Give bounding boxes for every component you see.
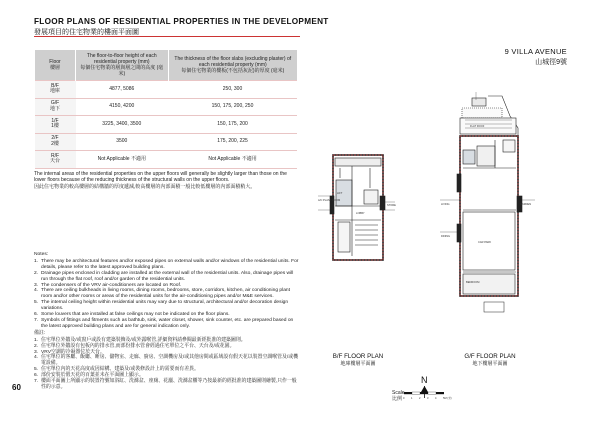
table-row: 2/F 2樓 3500 175, 200, 225 — [35, 133, 298, 151]
gf-plan-label: G/F FLOOR PLAN 地下樓層平面圖 — [464, 353, 516, 367]
list-item: 3. VRV空調的冷凝器位於天台。 — [34, 349, 105, 355]
notes-heading: Notes: — [34, 252, 49, 257]
page-title-zh: 發展項目的住宅物業的樓面平面圖 — [34, 29, 139, 36]
table-row: B/F 地庫 4877, 5086 250, 300 — [35, 81, 298, 99]
bf-room-label: STORE — [387, 204, 396, 207]
scale-mark: 3 — [427, 397, 429, 400]
scale-mark: 5M (米) — [443, 397, 452, 400]
gf-room-label: CAR PARK — [478, 241, 492, 244]
list-item: 7. 樓面平面圖上所顯示的裝置符號如浴缸、洗滌盆、座廁、花灑、洗滌盆櫃等乃按最新的經批准的建築圖則繪製,只作一般性的示意。 — [34, 379, 297, 390]
bf-floor-plan — [318, 155, 396, 260]
table-row: R/F 天台 Not Applicable 不適用 Not Applicable 不適用 — [35, 151, 298, 169]
scale-label: Scale 比例 — [392, 390, 405, 402]
list-item: 6. 部份安裝於假天花的百葉並未在平面圖上顯示。 — [34, 373, 144, 379]
intro-paragraph: The internal areas of the residential properties on the upper floors will generally be slightly larger than those on the lower floors because of the reducing thickness of the structural walls on the upper floors. 因此住宅物業的較高樓層的結構牆的厚度遞減,較高樓層的內部面積一般比較低樓層的內部面積稍大。 — [34, 171, 287, 190]
list-item: 1. There may be architectural features and/or exposed pipes on external walls and/or windows of the residential units. For details, please refer to the latest approved building plans. — [34, 258, 299, 270]
scale-mark: 0 — [403, 397, 405, 400]
gf-room-label: GARDEN — [520, 203, 532, 206]
gf-room-label: LIVING — [441, 203, 450, 206]
north-arrow — [421, 375, 428, 398]
table-row: G/F 地下 4150, 4200 150, 175, 200, 250 — [35, 98, 298, 116]
height-column-header: The floor-to-floor height of each residential property (mm) 每個住宅物業的層與層之間的高度 (毫米) — [76, 50, 169, 81]
list-item: 6. Some louvers that are installed at false ceilings may not be indicated on the floor plans. — [34, 312, 230, 318]
list-item: 5. 住宅單位內的天花高度或因結構、建築及/或裝修設計上的需要而有差異。 — [34, 367, 199, 373]
list-item: 4. 住宅單位的客廳、飯廳、睡房、儲物室、走廊、廚房、空調機房及/或其他房間或區域設有假天花以裝置空調喉管及/或機電設備。 — [34, 355, 299, 367]
list-item: 2. 住宅單位外牆設有包板內的排水管,而部份排水管會經過住宅單位之平台、天台及/或花園。 — [34, 343, 235, 349]
scale-mark: 2 — [419, 397, 421, 400]
bf-room-label: A/C PLANT ROOM — [318, 199, 341, 202]
gf-floor-plan — [440, 92, 535, 312]
list-item: 4. There are ceiling bulkheads in living rooms, dining rooms, bedrooms, store, corridors, kitchen, air conditioning plant room and/or other rooms or areas of the residential units for the air-conditioning pipes and/or M&E services. — [34, 288, 291, 300]
list-item: 2. Drainage pipes enclosed in cladding are installed at the external wall of the residential units. Also, drainage pipes will run through the flat roof, roof and/or garden of the residential units. — [34, 270, 294, 282]
notes-heading-zh: 備註: — [34, 330, 46, 336]
bf-plan-label: B/F FLOOR PLAN 地庫樓層平面圖 — [332, 353, 384, 367]
page-title: FLOOR PLANS OF RESIDENTIAL PROPERTIES IN THE DEVELOPMENT — [34, 17, 329, 26]
scale-bar — [403, 392, 452, 400]
scale-mark: 4 — [435, 397, 437, 400]
list-item: 1. 住宅單位外牆及/或窗戶或設有建築裝飾及/或外露喉管,詳細資料請參閱最新經批准的建築圖則。 — [34, 337, 246, 343]
bf-room-label: LOBBY — [356, 212, 365, 215]
gf-room-label: DINING — [441, 235, 451, 238]
gf-room-label: FLAT ROOF — [470, 125, 485, 128]
svg-text:N: N — [421, 375, 428, 385]
page-number: 60 — [12, 383, 21, 392]
thickness-column-header: The thickness of the floor slabs (excluding plaster) of each residential property (mm) 每個住宅物業的樓板(不包括灰泥)的厚度 (毫米) — [168, 50, 297, 81]
bf-room-label: LIFT — [337, 192, 343, 195]
table-row: 1/F 1樓 3225, 3400, 3500 150, 175, 200 — [35, 116, 298, 134]
scale-mark: 1 — [411, 397, 413, 400]
villa-name-zh: 山城徑9號 — [535, 59, 567, 66]
list-item: 5. The internal ceiling height within residential units may vary due to structural, architectural and/or decoration design variations. — [34, 300, 289, 312]
list-item: 7. Symbols of fittings and fitments such as bathtub, sink, water closet, shower, sink counter, etc. are prepared based on the latest approved building plans and are for general indication only. — [34, 317, 294, 329]
gf-room-label: BEDROOM — [466, 281, 480, 284]
list-item: 3. The condensers of the VRV air-conditioners are located on Roof. — [34, 282, 182, 288]
villa-name: 9 VILLA AVENUE — [504, 47, 567, 56]
floor-column-header: Floor 樓層 — [35, 50, 76, 81]
